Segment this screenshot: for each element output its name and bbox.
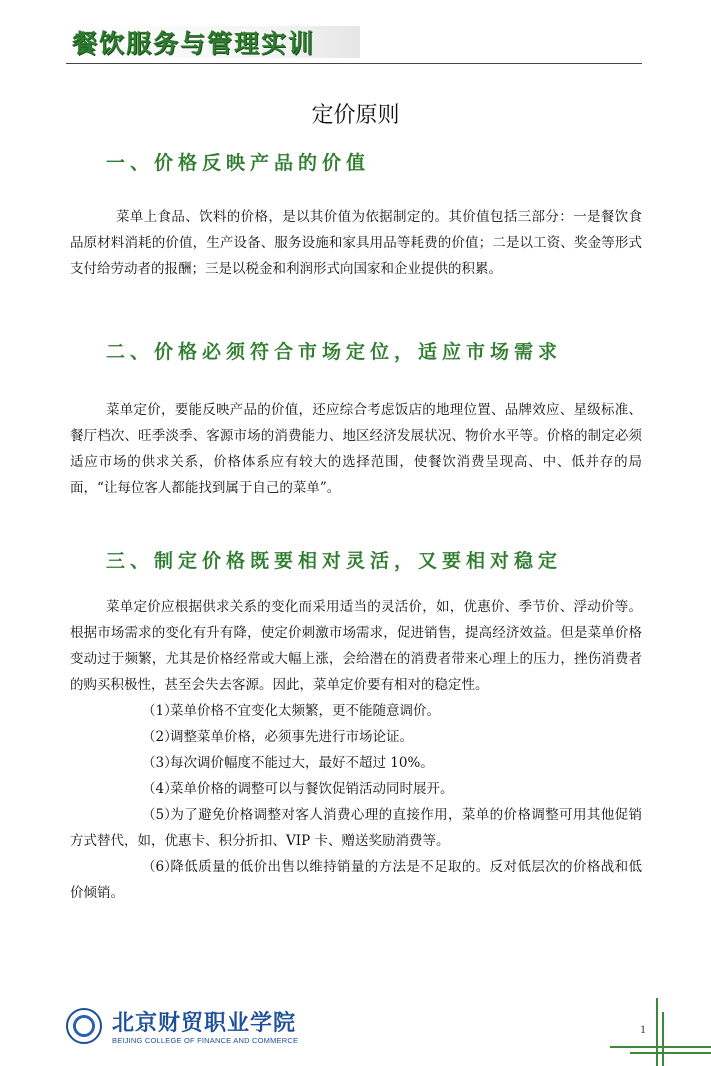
list-item-6 [70, 854, 642, 906]
header-title: 餐饮服务与管理实训 [72, 29, 316, 58]
list-item-text: 调整菜单价格，必须事先进行市场论证。 [170, 729, 413, 745]
section-2 [70, 333, 642, 501]
college-emblem-icon [66, 1008, 102, 1044]
list-item-text: 为了避免价格调整对客人消费心理的直接作用，菜单的价格调整可用其他促销方式替代，如，优惠卡、积分折扣、VIP 卡、赠送奖励消费等。 [70, 807, 642, 849]
list-item-4 [70, 776, 642, 802]
section-2-paragraph: 菜单定价，要能反映产品的价值，还应综合考虑饭店的地理位置、品牌效应、星级标准、餐厅档次、旺季淡季、客源市场的消费能力、地区经济发展状况、物价水平等。价格的制定必须适应市场的供求关系，价格体系应有较大的选择范围，使餐饮消费呈现高、中、低并存的局面，“让每位客人都能找到属于自己的菜单”。 [70, 402, 642, 496]
page-number: 1 [640, 1022, 646, 1036]
corner-decoration-line [610, 1046, 711, 1048]
section-3-heading: 三、制定价格既要相对灵活，又要相对稳定 [106, 550, 563, 572]
list-item-text: 每次调价幅度不能过大，最好不超过 10%。 [170, 755, 434, 771]
section-1-paragraph: 菜单上食品、饮料的价格，是以其价值为依据制定的。其价值包括三部分：一是餐饮食品原材料消耗的价值，生产设备、服务设施和家具用品等耗费的价值；二是以工资、奖金等形式支付给劳动者的报酬；三是以税金和利润形式向国家和企业提供的积累。 [70, 209, 642, 277]
list-item-number: （2） [142, 729, 178, 745]
section-2-heading: 二、价格必须符合市场定位，适应市场需求 [106, 341, 563, 363]
college-logo [66, 1008, 306, 1052]
list-item-2 [70, 724, 642, 750]
college-name-en: BEIJING COLLEGE OF FINANCE AND COMMERCE [112, 1036, 299, 1045]
corner-decoration-line [630, 1052, 711, 1054]
list-item-number: （4） [142, 781, 178, 797]
list-item-text: 菜单价格不宜变化太频繁，更不能随意调价。 [170, 703, 440, 719]
list-item-1 [70, 698, 642, 724]
section-1 [70, 144, 642, 282]
header-divider [66, 63, 642, 64]
list-item-5 [70, 802, 642, 854]
corner-decoration-line [656, 998, 658, 1066]
corner-decoration-line [662, 1012, 664, 1066]
page-title: 定价原则 [311, 103, 400, 128]
list-item-number: （1） [142, 703, 178, 719]
list-item-3 [70, 750, 642, 776]
list-item-number: （3） [142, 755, 178, 771]
list-item-number: （6） [142, 859, 178, 875]
college-name-cn: 北京财贸职业学院 [112, 1010, 297, 1036]
section-3-paragraph: 菜单定价应根据供求关系的变化而采用适当的灵活价，如，优惠价、季节价、浮动价等。根据市场需求的变化有升有降，使定价刺激市场需求，促进销售，提高经济效益。但是菜单价格变动过于频繁，尤其是价格经常或大幅上涨，会给潜在的消费者带来心理上的压力，挫伤消费者的购买积极性，甚至会失去客源。因此，菜单定价要有相对的稳定性。 [70, 599, 642, 693]
section-3 [70, 542, 642, 906]
list-item-text: 降低质量的低价出售以维持销量的方法是不足取的。反对低层次的价格战和低价倾销。 [70, 859, 642, 901]
section-1-heading: 一、价格反映产品的价值 [106, 152, 371, 174]
list-item-number: （5） [142, 807, 178, 823]
list-item-text: 菜单价格的调整可以与餐饮促销活动同时展开。 [170, 781, 454, 797]
